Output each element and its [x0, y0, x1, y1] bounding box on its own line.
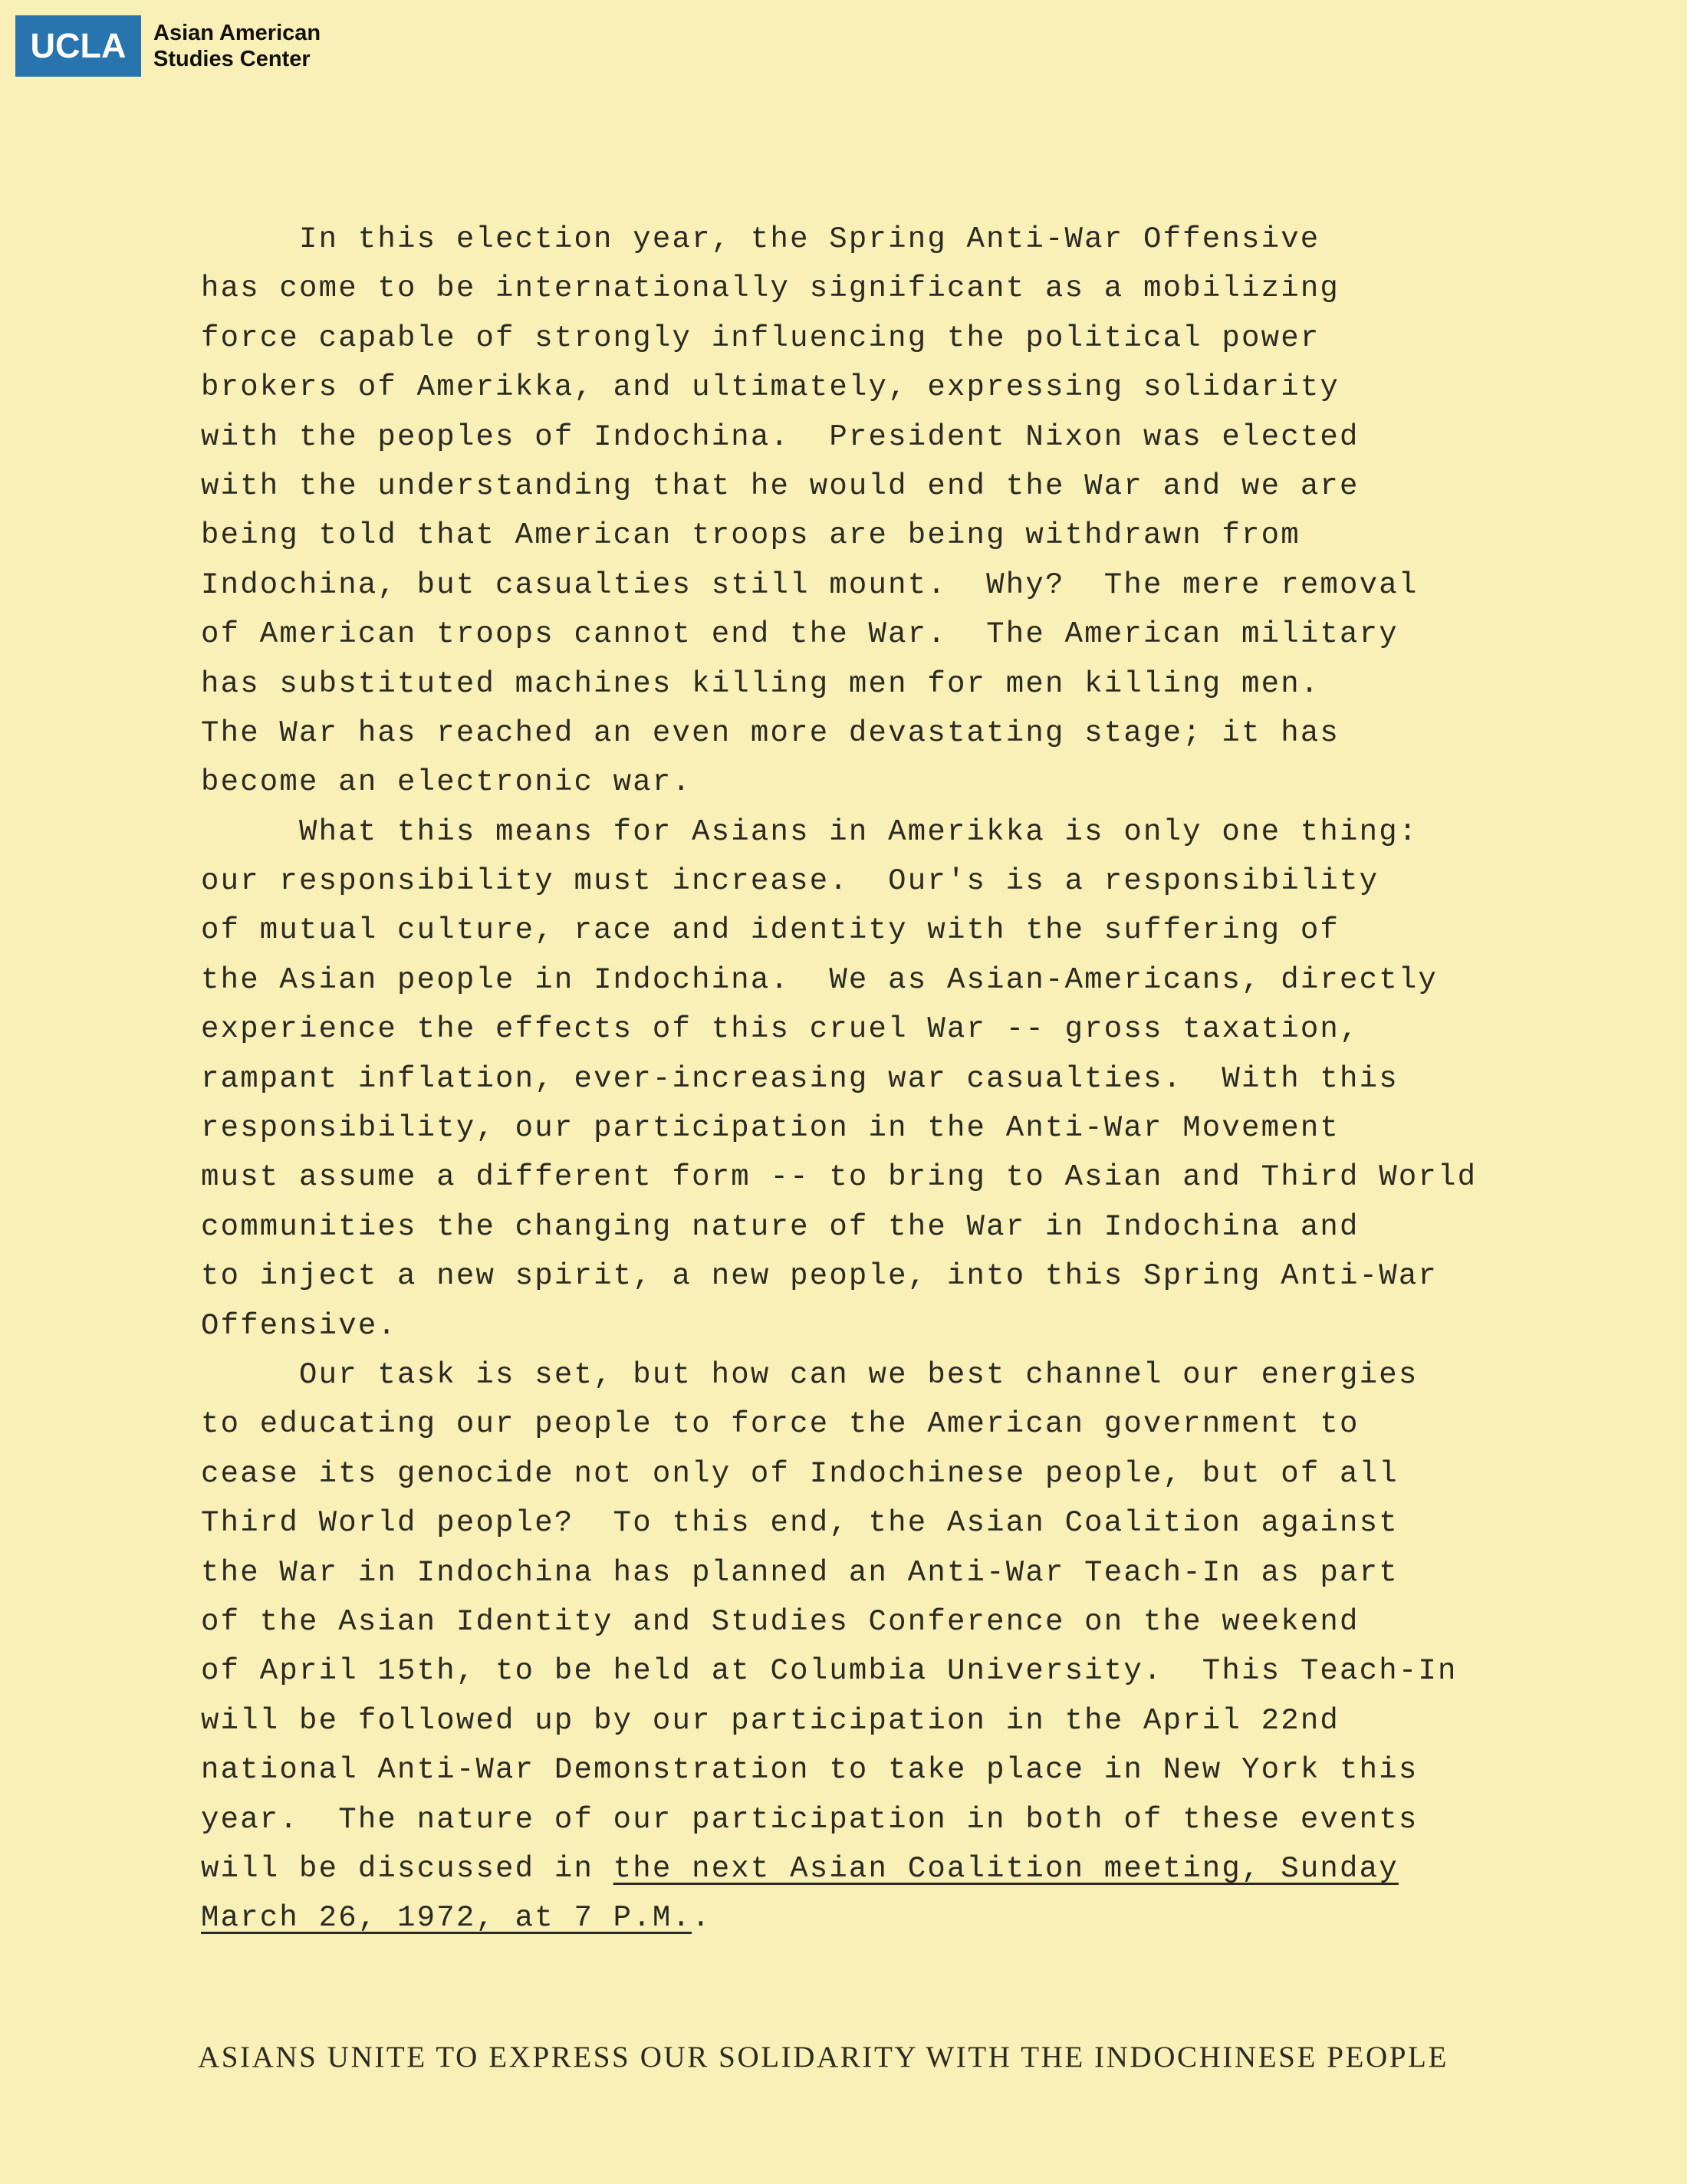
- meeting-line-1: [201, 1844, 1551, 1893]
- text-line: Our task is set, but how can we best channel our energies: [299, 1357, 1419, 1392]
- logo-center-name: [153, 20, 345, 72]
- text-line: In this election year, the Spring Anti-War Offensive: [299, 222, 1320, 256]
- text-line: The War has reached an even more devastating stage; it has: [201, 715, 1340, 750]
- logo-line-2: Studies Center: [153, 47, 311, 71]
- text-line: has come to be internationally significant as a mobilizing: [201, 271, 1340, 306]
- text-line: Indochina, but casualties still mount. Why? The mere removal: [201, 567, 1419, 602]
- meeting-date-underlined: March 26, 1972, at 7 P.M.: [201, 1901, 692, 1936]
- text-line: Third World people? To this end, the Asian Coalition against: [201, 1506, 1399, 1541]
- logo-badge: UCLA: [15, 15, 141, 77]
- ucla-logo: [15, 15, 345, 77]
- text-line: become an electronic war.: [201, 765, 692, 800]
- meeting-date-period: .: [692, 1901, 712, 1936]
- text-line: our responsibility must increase. Our's is a responsibility: [201, 864, 1380, 899]
- text-line: being told that American troops are being withdrawn from: [201, 518, 1301, 553]
- text-line: What this means for Asians in Amerikka is only one thing:: [299, 814, 1419, 849]
- text-line: with the peoples of Indochina. President Nixon was elected: [201, 419, 1360, 454]
- meeting-lead-text: will be discussed in: [201, 1851, 613, 1886]
- text-line: with the understanding that he would end the War and we are: [201, 469, 1360, 503]
- letter-body: [201, 215, 1551, 1943]
- text-line: responsibility, our participation in the Anti-War Movement: [201, 1111, 1340, 1146]
- text-line: of April 15th, to be held at Columbia University. This Teach-In: [201, 1654, 1458, 1689]
- text-line: of mutual culture, race and identity with the suffering of: [201, 913, 1340, 948]
- text-line: experience the effects of this cruel War -- gross taxation,: [201, 1012, 1360, 1047]
- meeting-line-2: [201, 1893, 1551, 1942]
- text-line: year. The nature of our participation in both of these events: [201, 1802, 1419, 1837]
- text-line: will be followed up by our participation in the April 22nd: [201, 1703, 1340, 1738]
- logo-line-1: Asian American: [153, 21, 321, 45]
- text-line: brokers of Amerikka, and ultimately, expressing solidarity: [201, 370, 1340, 405]
- text-line: the War in Indochina has planned an Anti-War Teach-In as part: [201, 1555, 1399, 1590]
- text-line: the Asian people in Indochina. We as Asian-Americans, directly: [201, 962, 1439, 997]
- text-line: rampant inflation, ever-increasing war casualties. With this: [201, 1061, 1399, 1096]
- text-line: to educating our people to force the American government to: [201, 1407, 1360, 1442]
- text-line: has substituted machines killing men for men killing men.: [201, 666, 1320, 701]
- meeting-underlined-text: the next Asian Coalition meeting, Sunday: [613, 1851, 1399, 1886]
- text-line: of American troops cannot end the War. The American military: [201, 617, 1399, 652]
- text-line: cease its genocide not only of Indochinese people, but of all: [201, 1456, 1399, 1491]
- text-line: Offensive.: [201, 1308, 398, 1343]
- text-line: national Anti-War Demonstration to take place in New York this: [201, 1753, 1419, 1788]
- text-line: of the Asian Identity and Studies Conference on the weekend: [201, 1604, 1360, 1639]
- text-line: communities the changing nature of the War in Indochina and: [201, 1209, 1360, 1244]
- text-line: to inject a new spirit, a new people, into this Spring Anti-War: [201, 1259, 1439, 1294]
- text-line: must assume a different form -- to bring to Asian and Third World: [201, 1160, 1478, 1195]
- text-line: force capable of strongly influencing the political power: [201, 321, 1320, 355]
- closing-slogan: ASIANS UNITE TO EXPRESS OUR SOLIDARITY WITH THE INDOCHINESE PEOPLE: [198, 2041, 1449, 2074]
